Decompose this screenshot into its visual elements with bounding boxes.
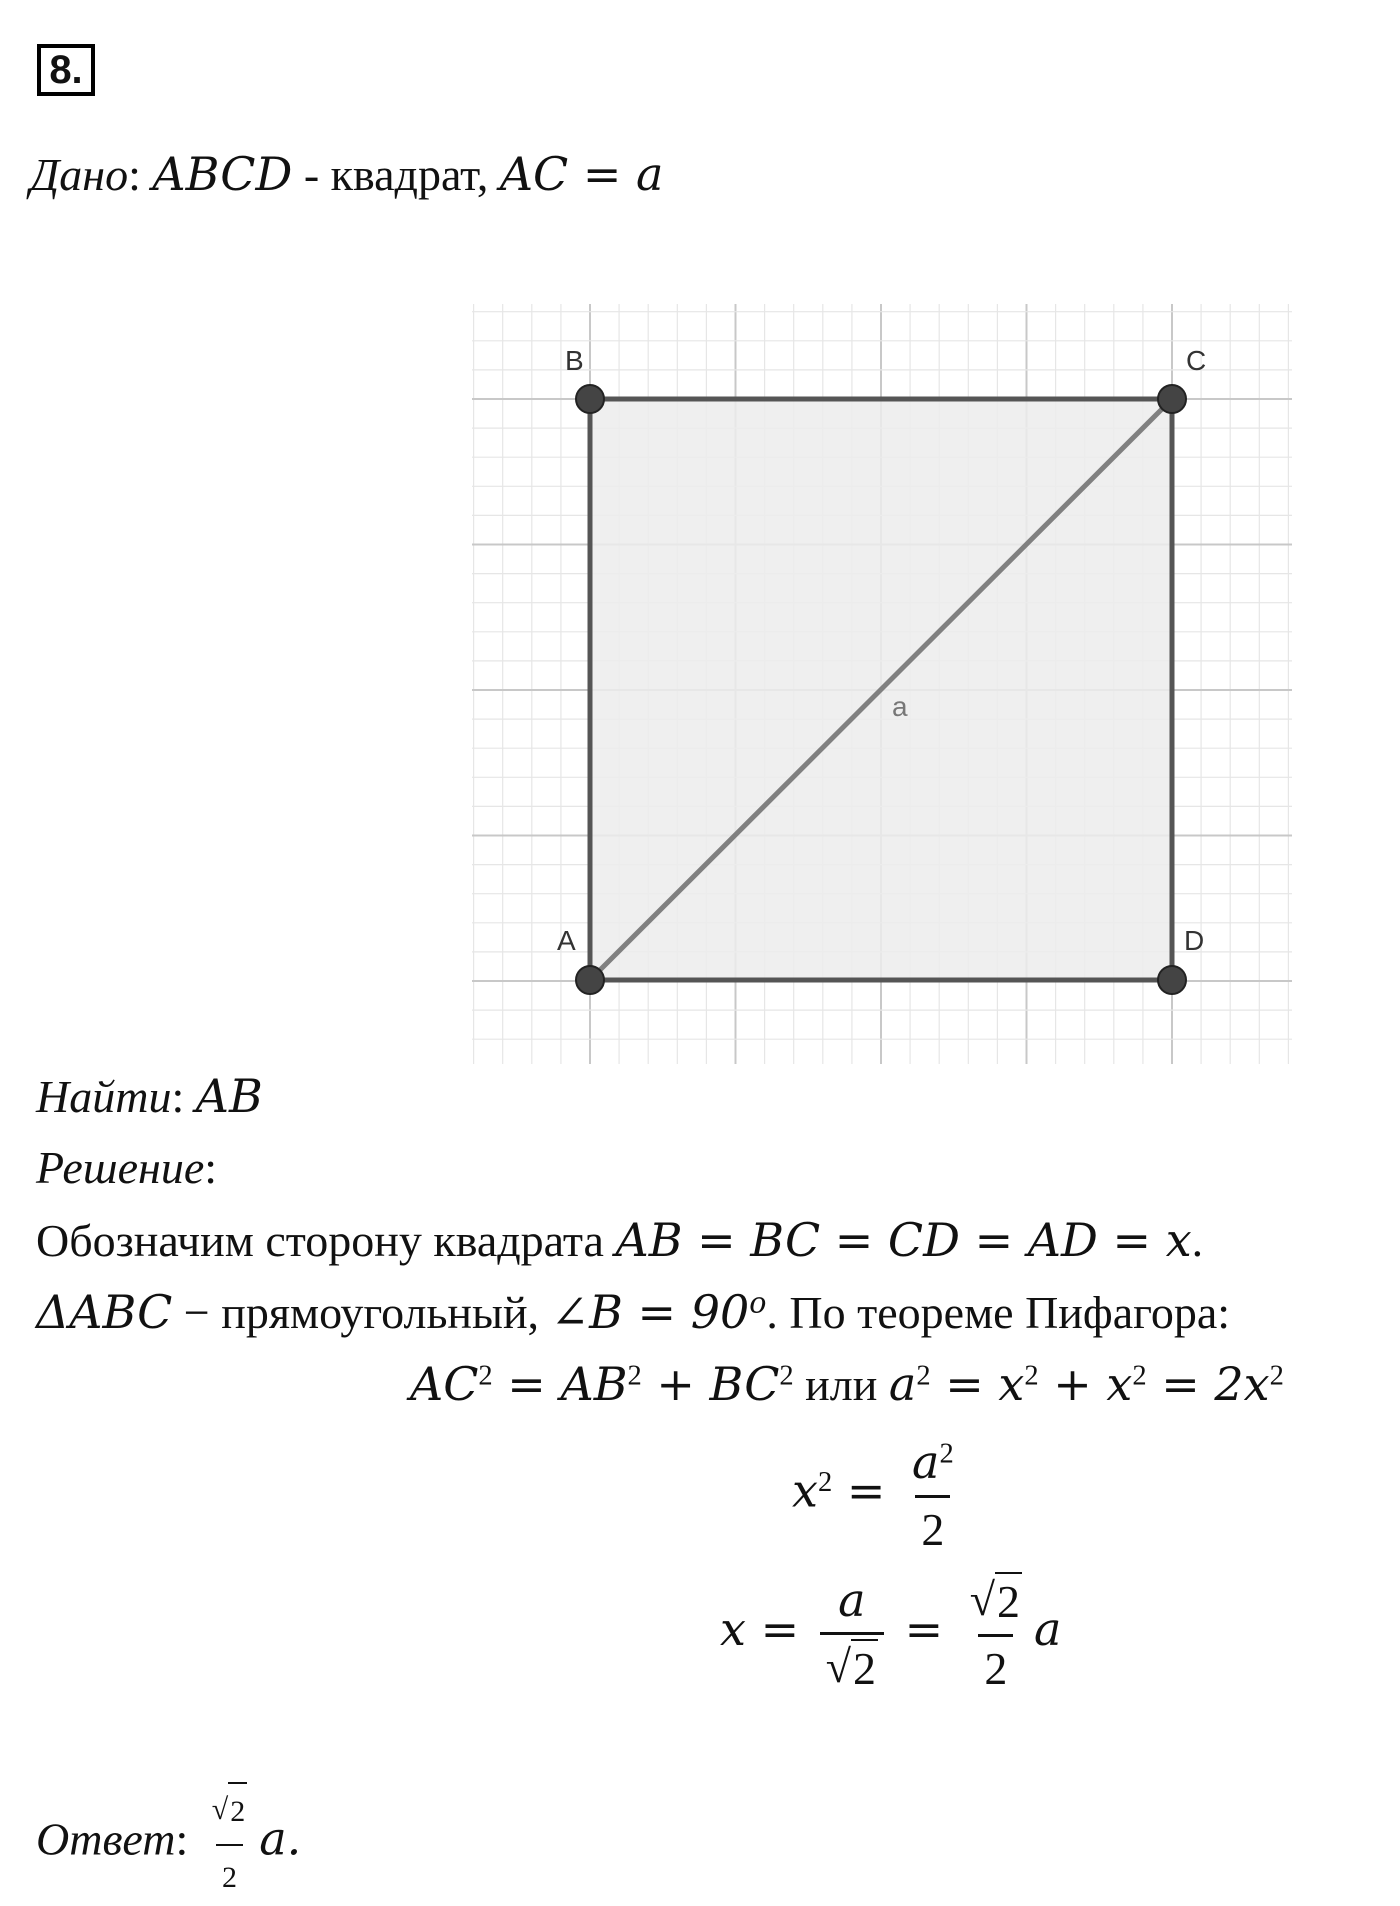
eq1-sup: 2 (779, 1360, 794, 1392)
solution-line2-text1: − прямоугольный, (172, 1287, 551, 1338)
solution-line-1 (36, 1212, 1203, 1269)
point-b (576, 385, 604, 413)
eq3-num: a (838, 1573, 866, 1627)
solution-label: Решение (36, 1142, 205, 1193)
eq1-a: a (888, 1357, 917, 1411)
eq2-equals: = (832, 1463, 901, 1518)
answer-den: 2 (216, 1844, 243, 1906)
eq1-sup: 2 (916, 1360, 931, 1392)
equation-x-squared (792, 1434, 966, 1558)
eq2-x: x (792, 1463, 818, 1518)
eq2-num-sup: 2 (939, 1438, 954, 1470)
eq1-sup: 2 (627, 1360, 642, 1392)
square-figure (472, 304, 1292, 1064)
eq3-x: x = (720, 1602, 814, 1657)
given-line (30, 146, 663, 203)
find-line (36, 1068, 263, 1125)
solution-line2-text2: . По теореме Пифагора: (766, 1287, 1231, 1338)
eq1-or: или (793, 1359, 889, 1410)
label-d: D (1184, 925, 1205, 956)
solution-line1-end: . (1191, 1215, 1204, 1266)
eq1-ab: = AB (492, 1357, 628, 1411)
answer-label: Ответ (36, 1813, 176, 1865)
eq2-num: a (912, 1435, 940, 1489)
eq1-ac: AC (410, 1357, 479, 1411)
given-label: Дано (30, 149, 129, 200)
answer-colon: : (175, 1813, 200, 1865)
answer-fraction (206, 1782, 253, 1906)
label-a: A (557, 925, 576, 956)
given-text: - квадрат, (292, 149, 500, 200)
eq2-den: 2 (915, 1495, 950, 1558)
point-d (1158, 966, 1186, 994)
equation-x-result (720, 1572, 1061, 1697)
eq1-sup: 2 (1024, 1360, 1039, 1392)
point-c (1158, 385, 1186, 413)
sqrt-symbol: √ (969, 1574, 996, 1625)
answer-tail: a. (259, 1811, 302, 1866)
label-b: B (565, 345, 584, 376)
label-c: C (1186, 345, 1207, 376)
answer-root-value: 2 (228, 1782, 247, 1840)
eq1-bc: + BC (641, 1357, 780, 1411)
eq2-fraction (906, 1434, 960, 1558)
sqrt-symbol: √ (825, 1641, 851, 1692)
problem-number: 8. (37, 44, 95, 96)
eq1-x1: = x (930, 1357, 1025, 1411)
eq3-den-root-value: 2 (851, 1639, 878, 1697)
eq1-sup: 2 (478, 1360, 493, 1392)
equation-pythagoras (410, 1356, 1284, 1413)
eq1-x2: + x (1038, 1357, 1133, 1411)
answer-line (36, 1782, 301, 1906)
find-label: Найти (36, 1071, 172, 1122)
eq3-den2: 2 (978, 1634, 1013, 1697)
eq3-equals: = (889, 1602, 958, 1657)
given-figure: ABCD (152, 147, 293, 201)
solution-colon: : (204, 1142, 218, 1193)
find-colon: : (171, 1071, 196, 1122)
eq1-2x: = 2x (1146, 1357, 1270, 1411)
given-condition: AC = a (499, 147, 664, 201)
solution-line1-math: AB = BC = CD = AD = x (615, 1213, 1192, 1267)
eq3-a: a (1034, 1602, 1062, 1657)
solution-label-line (36, 1140, 217, 1196)
eq3-num-root-value: 2 (995, 1572, 1022, 1630)
eq3-fraction-1 (820, 1572, 884, 1697)
solution-line1-text: Обозначим сторону квадрата (36, 1215, 616, 1266)
triangle-abc: ΔABC (36, 1285, 173, 1339)
eq1-sup: 2 (1269, 1360, 1284, 1392)
angle-b: ∠B = 90 (550, 1285, 750, 1339)
find-value: AB (195, 1069, 263, 1123)
sqrt-symbol: √ (211, 1793, 229, 1826)
point-a (576, 966, 604, 994)
eq1-sup: 2 (1132, 1360, 1147, 1392)
solution-line-2 (36, 1284, 1230, 1341)
degree-sup: o (749, 1286, 767, 1320)
eq3-fraction-2 (964, 1572, 1028, 1697)
eq2-sup: 2 (817, 1466, 833, 1498)
label-diagonal: a (892, 691, 908, 722)
given-colon: : (128, 149, 141, 200)
